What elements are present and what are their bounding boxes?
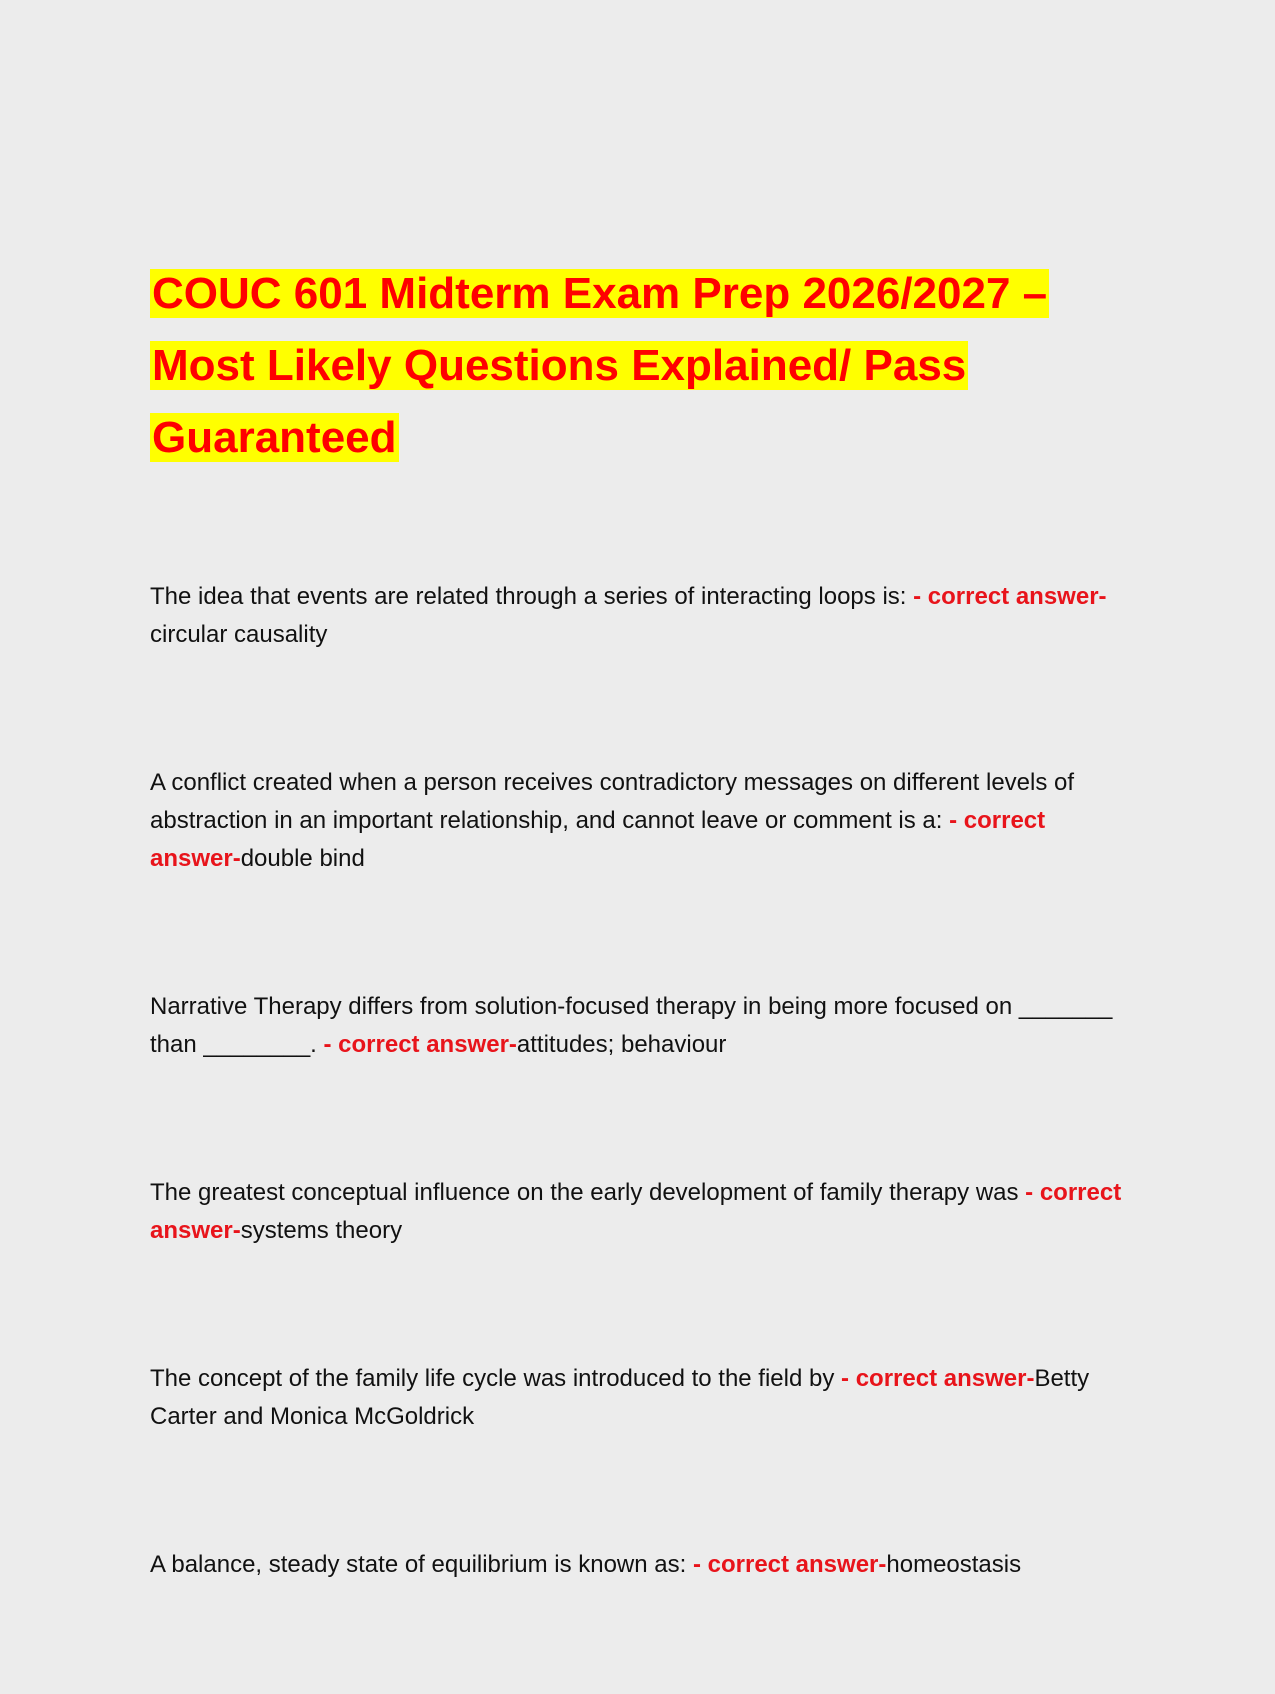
answer-marker: - correct answer- [150,1179,1122,1244]
answer-marker: - correct answer- [323,1031,517,1058]
answer-marker: - correct answer- [150,807,1046,872]
document-title [150,258,1130,474]
answer-text: attitudes; behaviour [516,1031,727,1058]
question-text: The greatest conceptual influence on the early development of family therapy was [150,1179,1026,1206]
title-highlight: COUC 601 Midterm Exam Prep 2026/2027 – Most Likely Questions Explained/ Pass Guaranteed [152,269,1048,462]
answer-text: homeostasis [886,1551,1022,1578]
question-text: A balance, steady state of equilibrium is known as: [150,1551,693,1578]
qa-item [150,764,1130,878]
qa-item [150,1546,1130,1584]
question-text: The idea that events are related through a series of interacting loops is: [150,583,914,610]
answer-text: systems theory [240,1217,403,1244]
question-text: A conflict created when a person receives contradictory messages on different levels of abstraction in an important relationship, and cannot leave or comment is a: [150,769,1075,834]
qa-list [150,578,1130,1694]
question-text: The concept of the family life cycle was introduced to the field by [150,1365,842,1392]
answer-marker: - correct answer- [841,1365,1035,1392]
qa-item [150,1360,1130,1436]
qa-item [150,578,1130,654]
answer-text: circular causality [150,621,328,648]
qa-item [150,988,1130,1064]
answer-marker: - correct answer- [692,1551,887,1578]
qa-item [150,1174,1130,1250]
answer-marker: - correct answer- [913,583,1107,610]
answer-text: Betty Carter and Monica McGoldrick [150,1365,1090,1430]
answer-text: double bind [240,845,365,872]
question-text: Narrative Therapy differs from solution-focused therapy in being more focused on _______ than ________. [150,993,1113,1058]
